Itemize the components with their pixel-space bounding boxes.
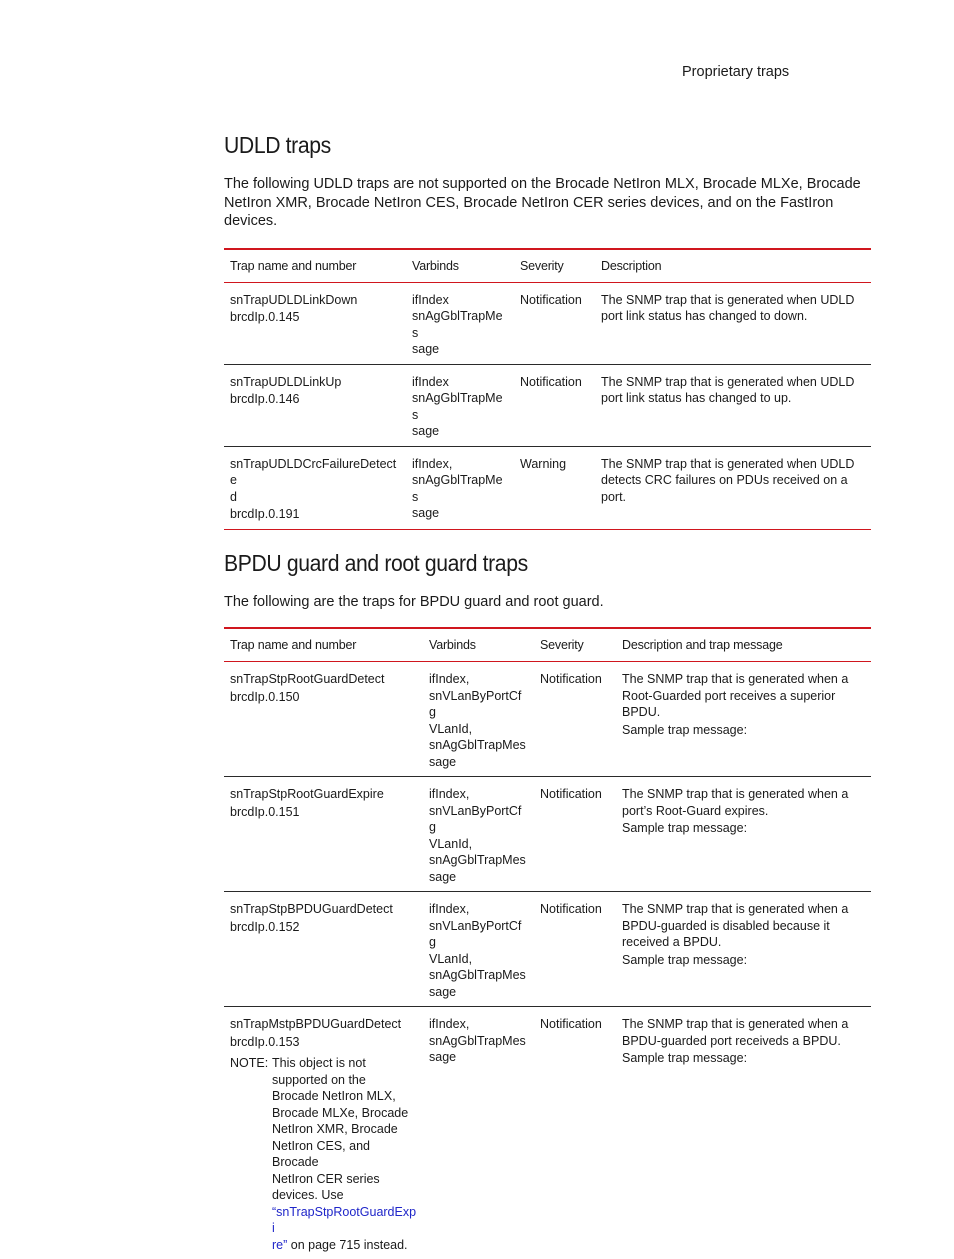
table-row bbox=[224, 777, 871, 892]
description-line: port. bbox=[601, 489, 865, 506]
table-row bbox=[224, 446, 871, 529]
varbind: sage bbox=[429, 1049, 528, 1066]
column-header: Trap name and number bbox=[224, 249, 406, 283]
description-line: detects CRC failures on PDUs received on a bbox=[601, 472, 865, 489]
trap-name-cell bbox=[224, 892, 423, 1007]
trap-oid: brcdIp.0.150 bbox=[230, 689, 417, 706]
varbind: ifIndex, bbox=[429, 901, 528, 918]
column-header: Trap name and number bbox=[224, 628, 423, 662]
description-line: The SNMP trap that is generated when a bbox=[622, 786, 865, 803]
trap-name-cell bbox=[224, 446, 406, 529]
bpdu-intro: The following are the traps for BPDU guard and root guard. bbox=[224, 593, 871, 612]
note-line: Brocade NetIron MLX, bbox=[272, 1088, 417, 1105]
varbind: ifIndex, bbox=[412, 456, 508, 473]
description-line: port link status has changed to up. bbox=[601, 390, 865, 407]
page-content bbox=[224, 132, 871, 1259]
column-header: Varbinds bbox=[406, 249, 514, 283]
trap-name: snTrapUDLDLinkUp bbox=[230, 374, 400, 391]
table-row bbox=[224, 662, 871, 777]
trap-name-cell bbox=[224, 282, 406, 364]
varbinds-cell bbox=[406, 364, 514, 446]
description-line: BPDU-guarded port receiveds a BPDU. bbox=[622, 1033, 865, 1050]
varbind: sage bbox=[429, 869, 528, 886]
description-line: port’s Root-Guard expires. bbox=[622, 803, 865, 820]
trap-name-cell bbox=[224, 777, 423, 892]
sample-trap-message-label: Sample trap message: bbox=[622, 952, 865, 969]
varbinds-cell bbox=[423, 662, 534, 777]
varbind: VLanId, bbox=[429, 721, 528, 738]
severity-cell: Warning bbox=[514, 446, 595, 529]
note-line: NetIron XMR, Brocade bbox=[272, 1121, 417, 1138]
varbind: ifIndex, bbox=[429, 786, 528, 803]
varbinds-cell bbox=[406, 282, 514, 364]
running-header: Proprietary traps bbox=[682, 64, 789, 80]
column-header: Description bbox=[595, 249, 871, 283]
varbind: snAgGblTrapMes bbox=[429, 967, 528, 984]
udld-traps-table bbox=[224, 248, 871, 530]
cross-reference-link[interactable]: “snTrapStpRootGuardExpi bbox=[272, 1204, 417, 1237]
varbind: sage bbox=[429, 754, 528, 771]
varbind: VLanId, bbox=[429, 836, 528, 853]
note-label: NOTE: bbox=[230, 1055, 272, 1253]
trap-name-cell bbox=[224, 1007, 423, 1259]
udld-intro-line: devices. bbox=[224, 212, 871, 231]
varbinds-cell bbox=[423, 1007, 534, 1259]
note-block bbox=[230, 1055, 417, 1253]
description-line: The SNMP trap that is generated when UDLD bbox=[601, 456, 865, 473]
varbind: snAgGblTrapMes bbox=[412, 472, 508, 505]
column-header: Severity bbox=[534, 628, 616, 662]
note-line: NetIron CER series bbox=[272, 1171, 417, 1188]
severity-cell: Notification bbox=[534, 1007, 616, 1259]
varbinds-cell bbox=[423, 892, 534, 1007]
udld-intro-line: The following UDLD traps are not supported on the Brocade NetIron MLX, Brocade MLXe, Brocade bbox=[224, 175, 871, 194]
description-line: The SNMP trap that is generated when a bbox=[622, 901, 865, 918]
severity-cell: Notification bbox=[534, 892, 616, 1007]
trap-name: snTrapStpRootGuardDetect bbox=[230, 671, 417, 688]
varbind: ifIndex bbox=[412, 374, 508, 391]
varbind: snAgGblTrapMes bbox=[412, 390, 508, 423]
trap-oid: brcdIp.0.153 bbox=[230, 1034, 417, 1051]
varbind: sage bbox=[412, 505, 508, 522]
note-line: This object is not bbox=[272, 1055, 417, 1072]
varbind: sage bbox=[429, 984, 528, 1001]
table-row bbox=[224, 892, 871, 1007]
udld-intro bbox=[224, 175, 871, 231]
description-line: Root-Guarded port receives a superior bbox=[622, 688, 865, 705]
section-title-bpdu: BPDU guard and root guard traps bbox=[224, 550, 819, 577]
trap-oid: brcdIp.0.145 bbox=[230, 309, 400, 326]
varbind: snAgGblTrapMes bbox=[429, 1033, 528, 1050]
description-line: The SNMP trap that is generated when a bbox=[622, 1016, 865, 1033]
sample-trap-message-label: Sample trap message: bbox=[622, 820, 865, 837]
varbind: snAgGblTrapMes bbox=[429, 737, 528, 754]
description-cell bbox=[616, 1007, 871, 1259]
trap-name: snTrapStpBPDUGuardDetect bbox=[230, 901, 417, 918]
trap-name: snTrapMstpBPDUGuardDetect bbox=[230, 1016, 417, 1033]
description-cell bbox=[595, 282, 871, 364]
varbind: snVLanByPortCfg bbox=[429, 803, 528, 836]
varbind: snAgGblTrapMes bbox=[429, 852, 528, 869]
table-row bbox=[224, 282, 871, 364]
trap-oid: brcdIp.0.191 bbox=[230, 506, 400, 523]
varbind: sage bbox=[412, 341, 508, 358]
trap-name-cell bbox=[224, 662, 423, 777]
description-line: The SNMP trap that is generated when UDLD bbox=[601, 292, 865, 309]
trap-name: snTrapStpRootGuardExpire bbox=[230, 786, 417, 803]
description-cell bbox=[595, 446, 871, 529]
table-header-row bbox=[224, 249, 871, 283]
severity-cell: Notification bbox=[514, 364, 595, 446]
varbind: ifIndex bbox=[412, 292, 508, 309]
sample-trap-message-label: Sample trap message: bbox=[622, 722, 865, 739]
varbind: ifIndex, bbox=[429, 671, 528, 688]
trap-name: snTrapUDLDLinkDown bbox=[230, 292, 400, 309]
trap-name-cell bbox=[224, 364, 406, 446]
varbind: snVLanByPortCfg bbox=[429, 688, 528, 721]
table-row bbox=[224, 1007, 871, 1259]
note-line: Brocade MLXe, Brocade bbox=[272, 1105, 417, 1122]
description-cell bbox=[616, 892, 871, 1007]
severity-cell: Notification bbox=[534, 662, 616, 777]
description-line: The SNMP trap that is generated when UDLD bbox=[601, 374, 865, 391]
trap-oid: brcdIp.0.151 bbox=[230, 804, 417, 821]
severity-cell: Notification bbox=[534, 777, 616, 892]
description-line: BPDU. bbox=[622, 704, 865, 721]
column-header: Varbinds bbox=[423, 628, 534, 662]
description-line: The SNMP trap that is generated when a bbox=[622, 671, 865, 688]
varbind: sage bbox=[412, 423, 508, 440]
description-cell bbox=[595, 364, 871, 446]
description-cell bbox=[616, 777, 871, 892]
description-line: BPDU-guarded is disabled because it bbox=[622, 918, 865, 935]
severity-cell: Notification bbox=[514, 282, 595, 364]
trap-oid: brcdIp.0.146 bbox=[230, 391, 400, 408]
table-header-row bbox=[224, 628, 871, 662]
note-line: devices. Use bbox=[272, 1187, 417, 1204]
trap-oid: brcdIp.0.152 bbox=[230, 919, 417, 936]
note-line: supported on the bbox=[272, 1072, 417, 1089]
bpdu-traps-table bbox=[224, 627, 871, 1259]
description-line: port link status has changed to down. bbox=[601, 308, 865, 325]
note-link-suffix: on page 715 instead. bbox=[287, 1238, 407, 1252]
varbind: snAgGblTrapMes bbox=[412, 308, 508, 341]
trap-name: snTrapUDLDCrcFailureDetecte bbox=[230, 456, 400, 489]
note-line bbox=[272, 1237, 417, 1254]
table-row bbox=[224, 364, 871, 446]
varbind: ifIndex, bbox=[429, 1016, 528, 1033]
note-body bbox=[272, 1055, 417, 1253]
column-header: Description and trap message bbox=[616, 628, 871, 662]
varbinds-cell bbox=[406, 446, 514, 529]
section-title-udld: UDLD traps bbox=[224, 132, 819, 159]
description-line: received a BPDU. bbox=[622, 934, 865, 951]
varbind: snVLanByPortCfg bbox=[429, 918, 528, 951]
cross-reference-link[interactable]: re” bbox=[272, 1238, 287, 1252]
udld-intro-line: NetIron XMR, Brocade NetIron CES, Brocade NetIron CER series devices, and on the FastIron bbox=[224, 194, 871, 213]
column-header: Severity bbox=[514, 249, 595, 283]
sample-trap-message-label: Sample trap message: bbox=[622, 1050, 865, 1067]
trap-name-wrap: d bbox=[230, 489, 400, 506]
varbinds-cell bbox=[423, 777, 534, 892]
note-line: NetIron CES, and Brocade bbox=[272, 1138, 417, 1171]
varbind: VLanId, bbox=[429, 951, 528, 968]
description-cell bbox=[616, 662, 871, 777]
